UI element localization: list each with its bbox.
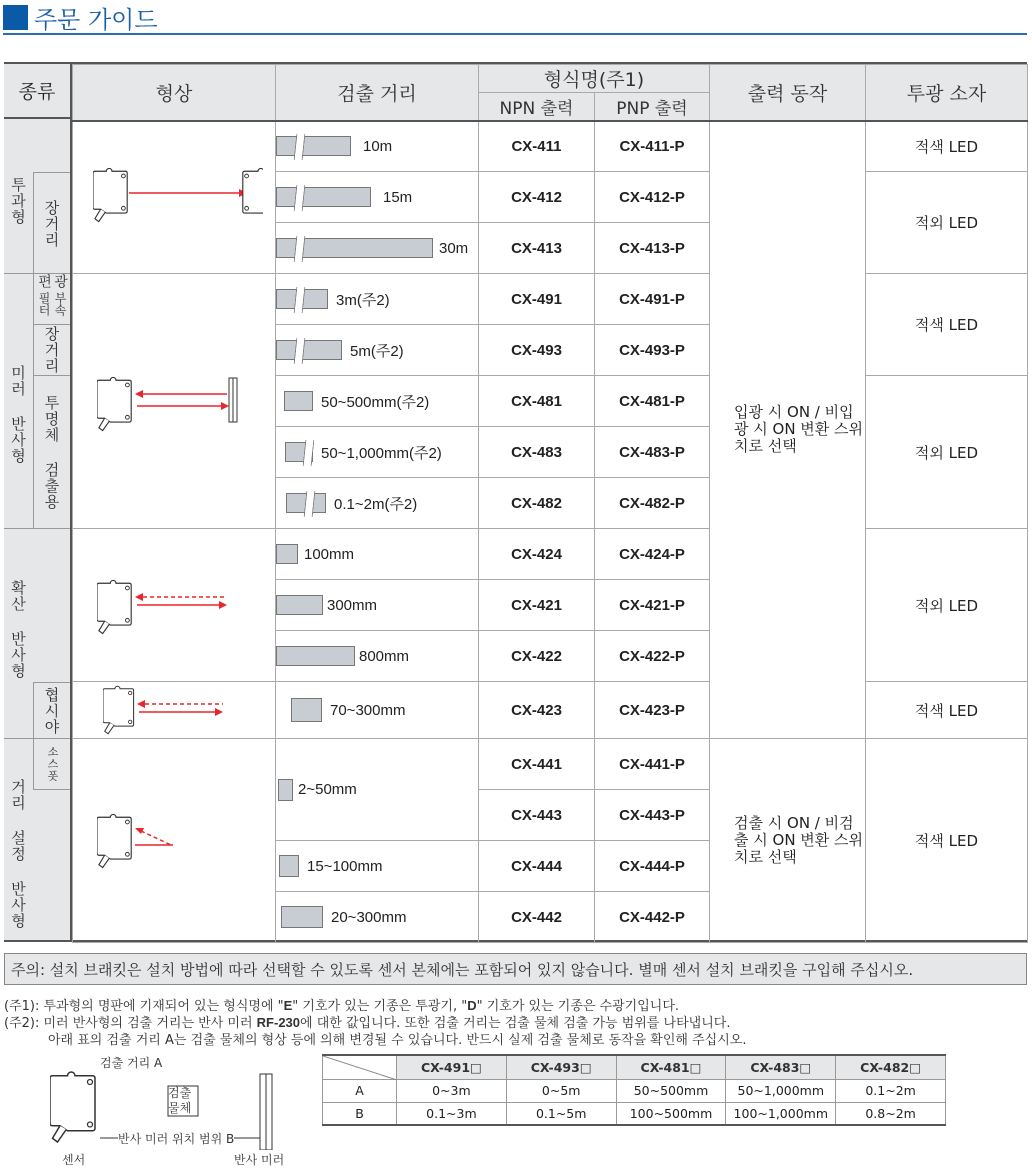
npn-model[interactable]: CX-411: [479, 121, 595, 172]
table-row: [73, 739, 1028, 790]
distance-label: 70~300mm: [330, 701, 406, 719]
header-npn: NPN 출력: [479, 93, 595, 121]
col-header: CX-482□: [836, 1055, 946, 1079]
narrow-view-illustration: [73, 682, 276, 739]
distance-label: 15m: [383, 188, 413, 206]
header-shape: 형상: [73, 65, 276, 121]
distance-spec-table: [322, 1054, 946, 1126]
distance-label: 5m(주2): [350, 342, 404, 360]
fn-bold: D: [467, 998, 477, 1013]
distance-cell: [276, 274, 479, 325]
distance-cell: [276, 892, 479, 943]
output-mode-light-on: 입광 시 ON / 비입광 시 ON 변환 스위치로 선택: [710, 121, 866, 739]
npn-model[interactable]: CX-413: [479, 223, 595, 274]
fn-bold: E: [283, 998, 293, 1013]
diffuse-sensor-icon: [97, 577, 257, 637]
category-label: 확산 반사형: [9, 579, 27, 679]
distance-cell: [276, 631, 479, 682]
mirror-sensor-icon: [97, 374, 247, 434]
npn-model[interactable]: CX-493: [479, 325, 595, 376]
emitter-ir: 적외 LED: [866, 172, 1028, 274]
distance-cell: [276, 172, 479, 223]
npn-model[interactable]: CX-422: [479, 631, 595, 682]
table-row: [73, 121, 1028, 172]
pnp-model[interactable]: CX-423-P: [595, 682, 710, 739]
output-mode-detect-on: 검출 시 ON / 비검출 시 ON 변환 스위치로 선택: [710, 739, 866, 943]
pnp-model[interactable]: CX-421-P: [595, 580, 710, 631]
cell: 100~500mm: [616, 1102, 726, 1125]
pnp-model[interactable]: CX-493-P: [595, 325, 710, 376]
row-label: A: [323, 1079, 397, 1102]
distance-label: 30m: [439, 239, 469, 257]
distance-label: 0.1~2m(주2): [334, 495, 418, 513]
distance-cell: [276, 325, 479, 376]
distance-bar: [278, 779, 293, 801]
pnp-model[interactable]: CX-443-P: [595, 790, 710, 841]
distance-cell: [276, 223, 479, 274]
cell: 50~1,000mm: [726, 1079, 836, 1102]
order-guide-table: [4, 62, 1027, 942]
thru-beam-sensor-icon: [93, 167, 263, 227]
distance-label: 3m(주2): [336, 291, 390, 309]
distance-bar: [276, 340, 342, 360]
subcategory-label: 장거리: [42, 326, 61, 374]
npn-model[interactable]: CX-412: [479, 172, 595, 223]
table-row: [73, 274, 1028, 325]
emitter-red: 적색 LED: [866, 682, 1028, 739]
cell: 100~1,000mm: [726, 1102, 836, 1125]
distance-bar: [285, 442, 313, 462]
distance-bar: [276, 544, 298, 564]
cell: 0.1~3m: [397, 1102, 507, 1125]
distance-label: 50~1,000mm(주2): [321, 444, 442, 462]
distance-bar: [279, 855, 299, 877]
model-table: [72, 64, 1028, 943]
label-part: 편광: [36, 274, 68, 288]
npn-model[interactable]: CX-443: [479, 790, 595, 841]
header-distance: 검출 거리: [276, 65, 479, 121]
category-mirror: [4, 274, 70, 529]
distance-cell: [276, 841, 479, 892]
distance-cell: [276, 529, 479, 580]
pnp-model[interactable]: CX-491-P: [595, 274, 710, 325]
pnp-model[interactable]: CX-482-P: [595, 478, 710, 529]
category-column: [4, 64, 72, 940]
pnp-model[interactable]: CX-442-P: [595, 892, 710, 943]
diagram-distance-a: 검출 거리 A: [100, 1056, 163, 1070]
fn-bold: RF-230: [256, 1015, 301, 1030]
title-divider: [3, 33, 1027, 35]
distance-bar: [276, 595, 323, 615]
emitter-red: 적색 LED: [866, 121, 1028, 172]
emitter-ir: 적외 LED: [866, 529, 1028, 682]
subcategory-transparent: [33, 376, 70, 529]
cell: 0.1~2m: [836, 1079, 946, 1102]
category-label: 투과형: [9, 177, 27, 225]
diagram-sensor-label: 센서: [62, 1153, 86, 1167]
distance-bar: [286, 493, 326, 513]
header-output: 출력 동작: [710, 65, 866, 121]
npn-model[interactable]: CX-444: [479, 841, 595, 892]
subcategory-label: [36, 274, 68, 324]
distance-label: 2~50mm: [298, 781, 357, 798]
npn-model[interactable]: CX-442: [479, 892, 595, 943]
thru-beam-illustration: [73, 121, 276, 274]
npn-model[interactable]: CX-421: [479, 580, 595, 631]
pnp-model[interactable]: CX-412-P: [595, 172, 710, 223]
header-pnp: PNP 출력: [595, 93, 710, 121]
distance-bar: [276, 289, 328, 309]
diagram-object: 검출 물체: [168, 1086, 192, 1115]
distance-cell: [276, 121, 479, 172]
subcategory-label: 소스폿: [46, 746, 59, 782]
distance-cell: [276, 427, 479, 478]
title-square-icon: [3, 5, 28, 30]
distance-label: 100mm: [304, 545, 355, 563]
distance-label: 20~300mm: [331, 908, 407, 926]
distance-cell: [276, 682, 479, 739]
cell: 0.8~2m: [836, 1102, 946, 1125]
distance-label: 800mm: [359, 647, 410, 665]
subcategory-polarized: [33, 274, 70, 325]
category-diffuse: [4, 529, 70, 739]
label-part: 필터부속: [37, 292, 67, 317]
pnp-model[interactable]: CX-411-P: [595, 121, 710, 172]
cell: 50~500mm: [616, 1079, 726, 1102]
pnp-model[interactable]: CX-444-P: [595, 841, 710, 892]
distance-bar: [276, 187, 371, 207]
emitter-red: 적색 LED: [866, 274, 1028, 376]
footnote-2-cont: 아래 표의 검출 거리 A는 검출 물체의 형상 등에 의해 변경될 수 있습니다. 반드시 실제 검출 물체로 동작을 확인해 주십시오.: [48, 1033, 747, 1048]
cell: 0.1~5m: [506, 1102, 616, 1125]
emitter-red: 적색 LED: [866, 739, 1028, 943]
distance-cell: [276, 478, 479, 529]
distance-cell: [276, 739, 479, 841]
pnp-model[interactable]: CX-481-P: [595, 376, 710, 427]
fn-text: (주2): 미러 반사형의 검출 거리는 반사 미러: [4, 1016, 257, 1031]
table-row: [73, 529, 1028, 580]
category-label: 미러 반사형: [9, 364, 27, 464]
col-header: CX-493□: [506, 1055, 616, 1079]
npn-model[interactable]: CX-491: [479, 274, 595, 325]
distance-bar: [276, 136, 351, 156]
fn-text: (주1): 투과형의 명판에 기재되어 있는 형식명에 ": [4, 999, 284, 1014]
distance-label: 300mm: [327, 596, 378, 614]
header-type: 종류: [4, 64, 70, 119]
subcategory-label: 협시야: [42, 687, 61, 735]
npn-model[interactable]: CX-423: [479, 682, 595, 739]
pnp-model[interactable]: CX-441-P: [595, 739, 710, 790]
page-title: [3, 2, 158, 32]
subcategory-long: [33, 325, 70, 376]
diagram-mirror-label: 반사 미러: [234, 1153, 285, 1167]
npn-model[interactable]: CX-424: [479, 529, 595, 580]
distance-bar: [291, 698, 322, 722]
diagonal-line: [323, 1056, 397, 1080]
subcategory-label: 장거리: [42, 199, 61, 248]
table-row: [323, 1079, 946, 1102]
diagram-range-b: 반사 미러 위치 범위 B: [118, 1132, 235, 1146]
distance-bar: [281, 906, 323, 928]
subcategory-label: 투명체 검출용: [42, 395, 61, 510]
fn-text: " 기호가 있는 기종은 투광기, ": [292, 999, 468, 1014]
distance-label: 15~100mm: [307, 857, 383, 875]
table-row: [73, 682, 1028, 739]
distance-cell: [276, 580, 479, 631]
npn-model[interactable]: CX-481: [479, 376, 595, 427]
mirror-reflective-illustration: [73, 274, 276, 529]
fn-text: 에 대한 값입니다. 또한 검출 거리는 검출 물체 검출 가능 범위를 나타냅니다.: [300, 1016, 731, 1031]
diffuse-reflective-illustration: [73, 529, 276, 682]
distance-label: 10m: [363, 137, 393, 155]
distance-settable-sensor-icon: [97, 811, 217, 871]
pnp-model[interactable]: CX-424-P: [595, 529, 710, 580]
subcategory-spot: [33, 739, 70, 790]
col-header: CX-481□: [616, 1055, 726, 1079]
col-header: CX-483□: [726, 1055, 836, 1079]
distance-cell: [276, 376, 479, 427]
category-label: 거리 설정 반사형: [9, 779, 27, 929]
corner-cell: [323, 1055, 397, 1079]
category-thru: [4, 121, 70, 274]
subcategory-long: [33, 172, 70, 274]
col-header: CX-491□: [397, 1055, 507, 1079]
title-text: 주문 가이드: [34, 5, 158, 34]
npn-model[interactable]: CX-483: [479, 427, 595, 478]
header-model: 형식명(주1): [479, 65, 710, 93]
npn-model[interactable]: CX-482: [479, 478, 595, 529]
pnp-model[interactable]: CX-413-P: [595, 223, 710, 274]
npn-model[interactable]: CX-441: [479, 739, 595, 790]
distance-bar: [284, 391, 313, 411]
cell: 0~3m: [397, 1079, 507, 1102]
pnp-model[interactable]: CX-483-P: [595, 427, 710, 478]
table-row: [323, 1102, 946, 1125]
cell: 0~5m: [506, 1079, 616, 1102]
row-label: B: [323, 1102, 397, 1125]
header-emitter: 투광 소자: [866, 65, 1028, 121]
distance-label: 50~500mm(주2): [321, 393, 430, 411]
emitter-ir: 적외 LED: [866, 376, 1028, 529]
fn-text: " 기호가 있는 기종은 수광기입니다.: [476, 999, 680, 1014]
bracket-notice: 주의: 설치 브래킷은 설치 방법에 따라 선택할 수 있도록 센서 본체에는 포함되어 있지 않습니다. 별매 센서 설치 브래킷을 구입해 주십시오.: [4, 953, 1027, 985]
pnp-model[interactable]: CX-422-P: [595, 631, 710, 682]
distance-bar: [276, 238, 433, 258]
narrow-view-sensor-icon: [103, 684, 263, 736]
distance-bar: [276, 646, 355, 666]
subcategory-narrow: [33, 682, 70, 739]
distance-settable-illustration: [73, 739, 276, 943]
category-bgs: [4, 739, 70, 940]
